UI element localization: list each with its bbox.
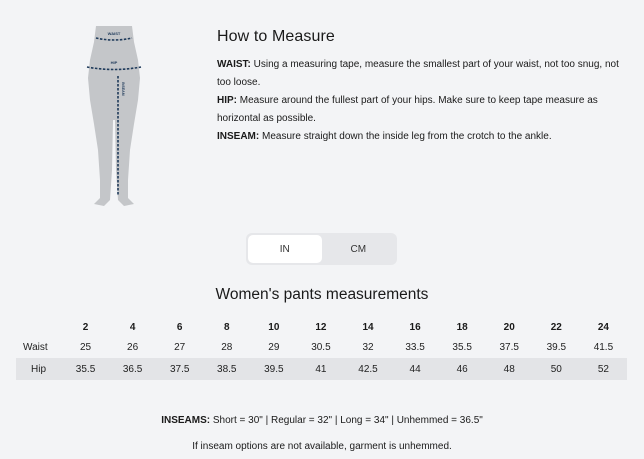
size-header: 4: [129, 321, 136, 333]
size-table: [16, 318, 627, 380]
how-to-measure-title: How to Measure: [217, 28, 335, 45]
hip-term: HIP:: [217, 95, 237, 106]
size-header: 20: [503, 321, 515, 333]
waist-cell: 37.5: [499, 341, 519, 353]
unit-in-button[interactable]: IN: [248, 235, 322, 263]
measure-instructions: [217, 56, 627, 146]
hip-cell: 46: [439, 358, 486, 380]
hip-row-label: Hip: [16, 358, 62, 380]
body-silhouette: [88, 26, 140, 206]
size-header: 18: [456, 321, 468, 333]
inseams-note: [0, 415, 644, 426]
inseam-term: INSEAM:: [217, 131, 260, 142]
waist-cell: 26: [127, 341, 139, 353]
waist-row: [16, 336, 627, 358]
size-header: 14: [362, 321, 374, 333]
hip-figure-label: HIP: [110, 60, 118, 65]
hip-cell: 35.5: [62, 358, 109, 380]
size-header-row: [16, 318, 627, 336]
hip-cell: 36.5: [109, 358, 156, 380]
hip-cell: 37.5: [156, 358, 203, 380]
hip-cell: 41: [297, 358, 344, 380]
inseam-figure-label: INSEAM: [121, 82, 125, 96]
inseam-instruction: [217, 128, 627, 146]
waist-cell: 41.5: [593, 341, 614, 353]
hip-cell: 44: [392, 358, 439, 380]
waist-instruction: [217, 56, 627, 92]
waist-row-label: Waist: [23, 341, 48, 353]
waist-text: Using a measuring tape, measure the smallest part of your waist, not too snug, not too loose.: [217, 59, 619, 88]
waist-cell: 33.5: [405, 341, 425, 353]
hip-cell: 48: [486, 358, 533, 380]
size-header: 22: [550, 321, 562, 333]
hip-instruction: [217, 92, 627, 128]
inseams-text: Short = 30" | Regular = 32" | Long = 34" | Unhemmed = 36.5": [212, 415, 483, 426]
hip-text: Measure around the fullest part of your hips. Make sure to keep tape measure as horizontal as possible.: [217, 95, 598, 124]
size-header: 2: [82, 321, 89, 333]
unit-cm-button[interactable]: CM: [350, 243, 367, 255]
hip-cell: 42.5: [344, 358, 391, 380]
waist-cell: 30.5: [311, 341, 331, 353]
size-table-title: Women's pants measurements: [215, 286, 429, 303]
hip-cell: 38.5: [203, 358, 250, 380]
size-header: 6: [176, 321, 183, 333]
waist-cell: 29: [268, 341, 280, 353]
waist-cell: 39.5: [546, 341, 567, 353]
waist-cell: 25: [79, 341, 92, 353]
hip-cell: 52: [580, 358, 627, 380]
waist-cell: 28: [221, 341, 233, 353]
size-header: 8: [223, 321, 230, 333]
waist-cell: 35.5: [452, 341, 472, 353]
size-header: 12: [315, 321, 327, 333]
waist-term: WAIST:: [217, 59, 251, 70]
hip-row: [16, 358, 627, 380]
waist-cell: 27: [174, 341, 186, 353]
size-header: 16: [409, 321, 421, 333]
waist-figure-label: WAIST: [107, 31, 121, 36]
unhemmed-footnote: If inseam options are not available, garment is unhemmed.: [192, 441, 452, 452]
hip-cell: 50: [533, 358, 580, 380]
how-to-measure-section: [217, 28, 627, 146]
waist-cell: 32: [362, 341, 374, 353]
pants-figure-illustration: [78, 20, 150, 210]
measurement-figure: [78, 20, 150, 210]
size-header: 10: [268, 321, 280, 333]
header-empty-cell: [16, 318, 62, 336]
unit-toggle: [246, 233, 397, 265]
hip-cell: 39.5: [250, 358, 297, 380]
inseam-text: Measure straight down the inside leg from the crotch to the ankle.: [262, 131, 552, 142]
inseams-label: INSEAMS:: [161, 415, 211, 426]
size-header: 24: [597, 321, 609, 333]
